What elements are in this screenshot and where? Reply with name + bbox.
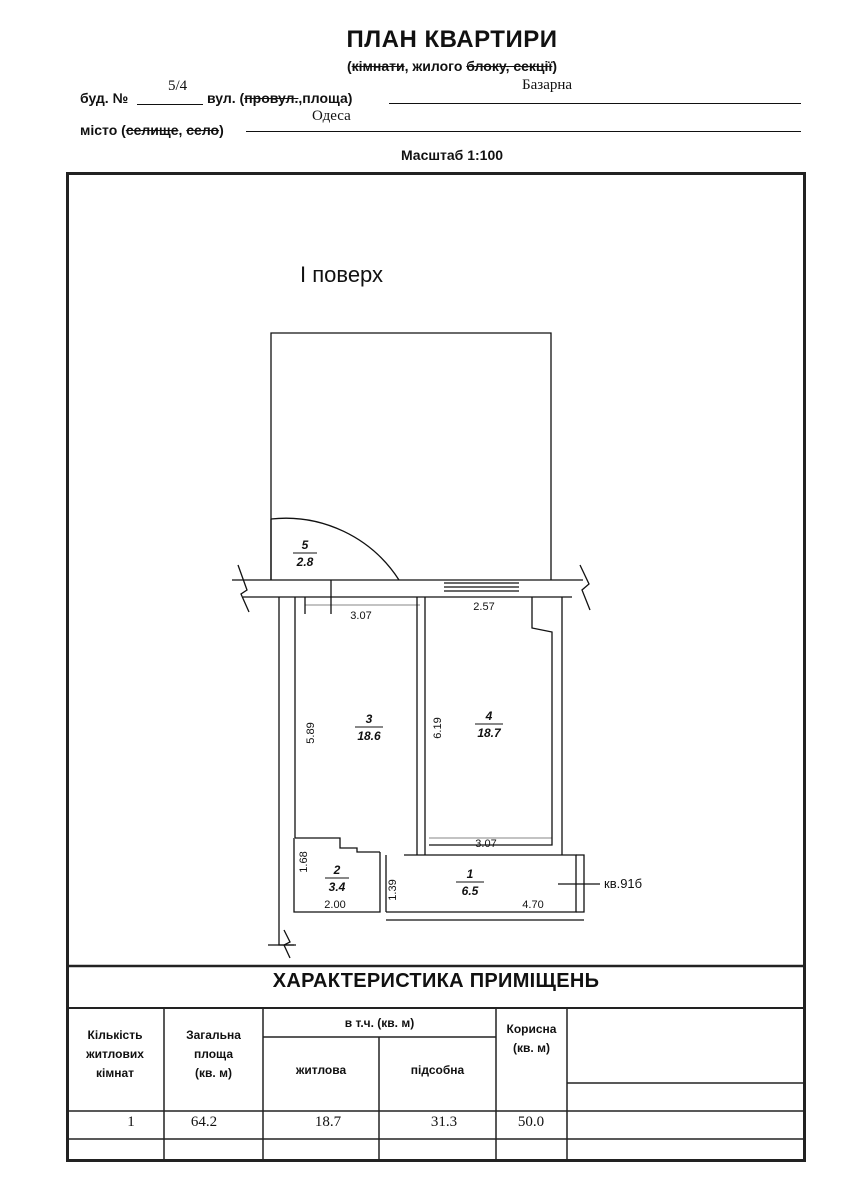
city-label-a: місто ( <box>80 122 126 138</box>
subtitle-struck-block: блоку, секції <box>466 58 553 74</box>
city-value: Одеса <box>312 108 351 124</box>
characteristics-title: ХАРАКТЕРИСТИКА ПРИМІЩЕНЬ <box>272 970 600 992</box>
header-useful: Корисна (кв. м) <box>506 1022 557 1055</box>
room-3-area: 18.6 <box>357 729 381 743</box>
dim-room3-width: 3.07 <box>350 610 372 622</box>
room-1-area: 6.5 <box>461 884 479 898</box>
page-title: ПЛАН КВАРТИРИ <box>346 26 558 53</box>
scale-label: Масштаб 1:100 <box>400 147 504 163</box>
building-value: 5/4 <box>168 78 188 94</box>
header-rooms-count: Кількість житлових кімнат <box>86 1028 144 1080</box>
room-3-number: 3 <box>365 712 373 726</box>
header-auxiliary: підсобна <box>410 1063 465 1077</box>
room-4-number: 4 <box>485 709 493 723</box>
header-including: в т.ч. (кв. м) <box>344 1016 415 1030</box>
dim-room4-width-top: 2.57 <box>473 601 495 613</box>
street-value: Базарна <box>522 77 573 93</box>
subtitle-struck-room: кімнати <box>351 58 405 74</box>
room-4-area: 18.7 <box>477 726 501 740</box>
street-label-b: ,площа) <box>298 90 353 106</box>
value-useful: 50.0 <box>517 1114 545 1130</box>
value-rooms-count: 1 <box>127 1114 135 1130</box>
dim-room3-length: 5.89 <box>305 722 317 744</box>
dim-room4-width-bottom: 3.07 <box>475 838 497 850</box>
room-1-number: 1 <box>466 867 474 881</box>
value-auxiliary: 31.3 <box>430 1114 458 1130</box>
value-living: 18.7 <box>314 1114 342 1130</box>
subtitle-mid: , жилого <box>404 58 467 74</box>
dim-room1-width: 4.70 <box>522 899 544 911</box>
city-label-sep: , <box>178 122 187 138</box>
header-total-area: Загальна площа (кв. м) <box>186 1028 241 1080</box>
building-label: буд. № <box>80 90 129 106</box>
street-label-a: вул. ( <box>207 90 245 106</box>
dim-room2-width: 2.00 <box>324 899 346 911</box>
room-5-number: 5 <box>301 538 309 552</box>
room-5-area: 2.8 <box>296 555 314 569</box>
dim-room1-length: 1.39 <box>387 879 399 901</box>
dim-room2-length: 1.68 <box>298 851 310 873</box>
city-label-struck-2: село <box>186 122 220 138</box>
floor-label: I поверх <box>300 262 384 287</box>
room-2-number: 2 <box>333 863 341 877</box>
value-total-area: 64.2 <box>190 1114 218 1130</box>
subtitle-close: ) <box>552 58 558 74</box>
neighbor-apartment-label: кв.91б <box>604 876 643 891</box>
dim-room4-length: 6.19 <box>432 717 444 739</box>
header-living: житлова <box>295 1063 347 1077</box>
room-2-area: 3.4 <box>328 880 346 894</box>
city-label-b: ) <box>219 122 224 138</box>
street-label-struck: провул. <box>244 90 299 106</box>
subtitle-open: ( <box>346 58 352 74</box>
city-label-struck-1: селище <box>125 122 179 138</box>
